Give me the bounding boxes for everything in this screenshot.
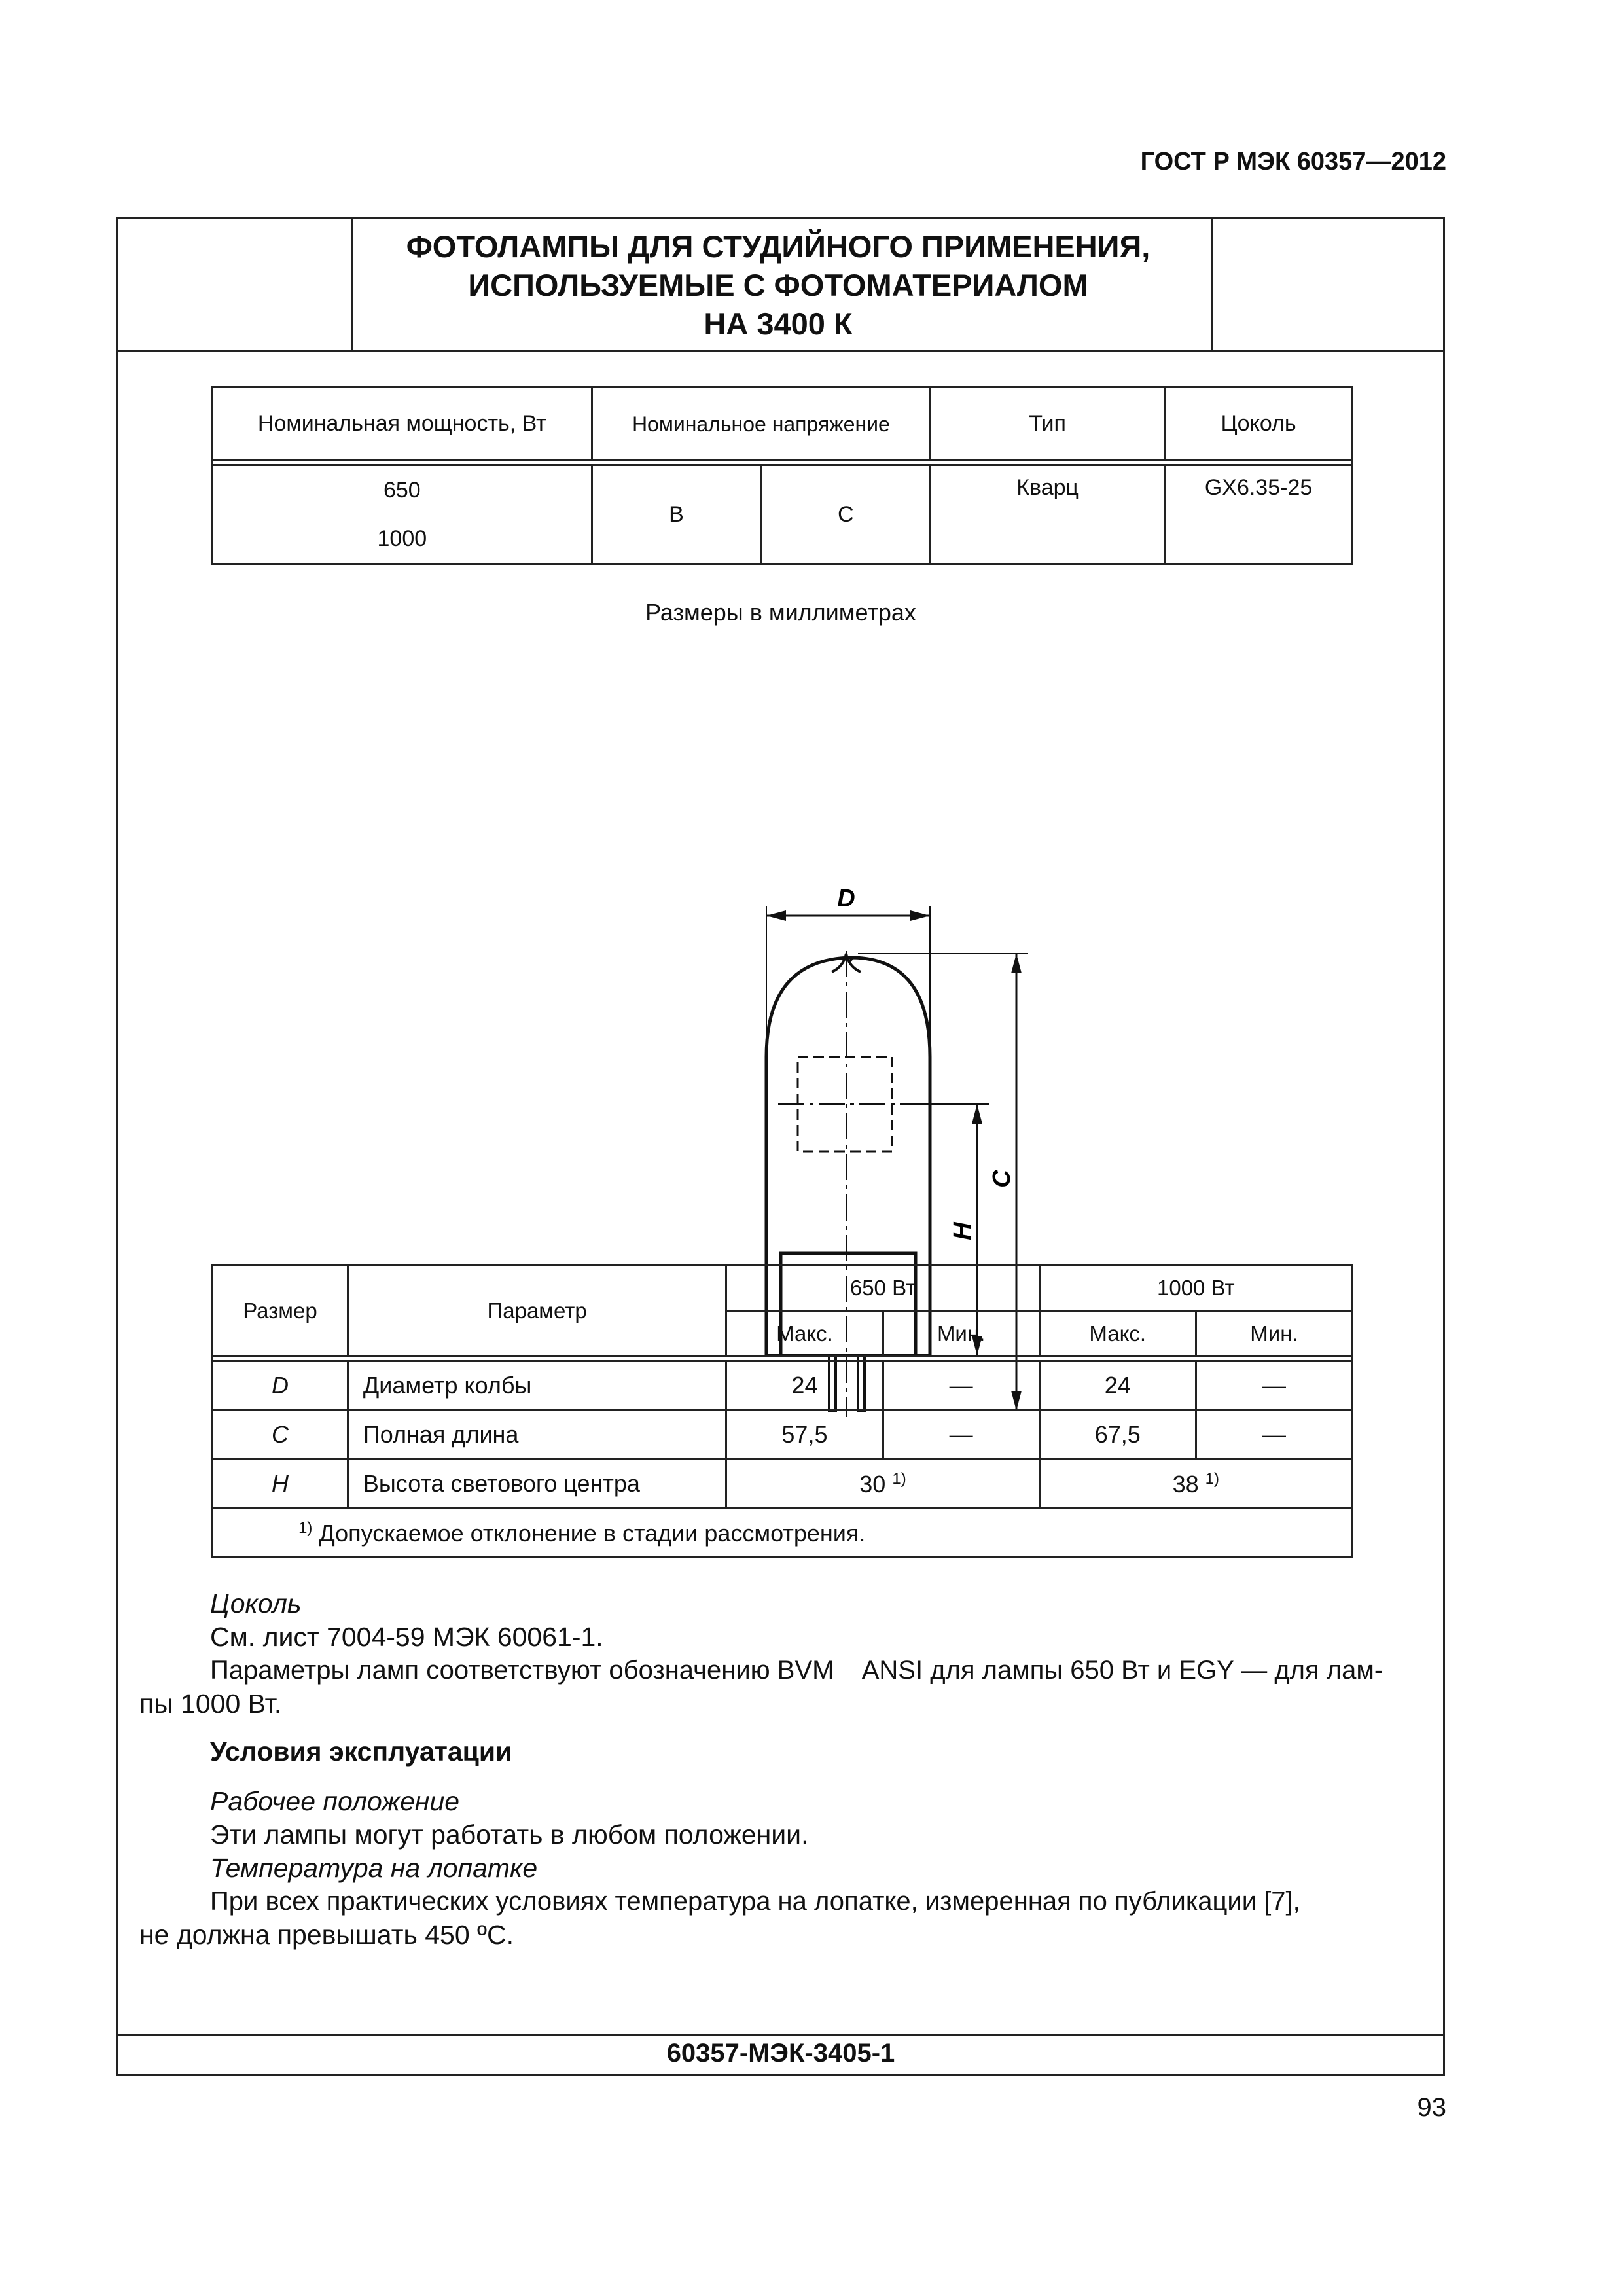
temp-line-2: не должна превышать 450 ºС. <box>139 1920 514 1950</box>
header-max-1000: Макс. <box>1039 1311 1196 1357</box>
header-size: Размер <box>213 1265 348 1357</box>
power-1000: 1000 <box>377 526 427 551</box>
table-row <box>213 1361 1353 1410</box>
title-bottom-rule <box>118 350 1443 352</box>
power-650: 650 <box>383 478 421 503</box>
body-text <box>210 1587 1408 1687</box>
header-power: Номинальная мощность, Вт <box>213 387 592 461</box>
footnote: $^{1)}$ Допускаемое отклонение в стадии рассмотрения. <box>213 1509 1353 1558</box>
cell-power <box>213 465 592 564</box>
row-d-min650: — <box>883 1361 1039 1410</box>
header-min-650: Мин. <box>883 1311 1039 1357</box>
label-c: C <box>988 1170 1016 1188</box>
row-h-size: H <box>213 1460 348 1509</box>
cell-cap: GX6.35-25 <box>1165 465 1353 564</box>
cap-heading: Цоколь <box>210 1588 302 1619</box>
header-voltage: Номинальное напряжение <box>592 387 930 461</box>
temp-line-1: При всех практических условиях температура на лопатке, измеренная по публикации [7], <box>210 1887 1300 1916</box>
title-line-3: НА 3400 К <box>704 306 853 341</box>
position-text: Эти лампы могут работать в любом положении. <box>210 1820 809 1850</box>
header-cap: Цоколь <box>1165 387 1353 461</box>
row-c-size: C <box>213 1410 348 1460</box>
dimension-table <box>211 1264 1353 1558</box>
header-type: Тип <box>931 387 1165 461</box>
label-d: D <box>837 885 855 912</box>
sheet-frame <box>116 217 1445 2076</box>
sheet-code: 60357-МЭК-3405-1 <box>666 2039 895 2068</box>
row-d-size: D <box>213 1361 348 1410</box>
standard-number: ГОСТ Р МЭК 60357—2012 <box>1140 148 1446 175</box>
header-1000w: 1000 Вт <box>1039 1265 1352 1311</box>
params-line-1: Параметры ламп соответствуют обозначению BVM ANSI для лампы 650 Вт и EGY — для лам- <box>210 1656 1383 1685</box>
cap-reference: См. лист 7004-59 МЭК 60061-1. <box>210 1622 603 1652</box>
header-max-650: Макс. <box>726 1311 883 1357</box>
row-h-650: 30 $^{1)}$ <box>726 1460 1039 1509</box>
cell-voltage-c: C <box>761 465 931 564</box>
cell-voltage-b: B <box>592 465 761 564</box>
params-line-2: пы 1000 Вт. <box>139 1689 282 1719</box>
row-h-1000: 38 $^{1)}$ <box>1039 1460 1352 1509</box>
title-line-2: ИСПОЛЬЗУЕМЫЕ С ФОТОМАТЕРИАЛОМ <box>468 268 1088 302</box>
header-parameter: Параметр <box>348 1265 726 1357</box>
row-c-min650: — <box>883 1410 1039 1460</box>
header-650w: 650 Вт <box>726 1265 1039 1311</box>
row-d-max1000: 24 <box>1039 1361 1196 1410</box>
title-line-1: ФОТОЛАМПЫ ДЛЯ СТУДИЙНОГО ПРИМЕНЕНИЯ, <box>406 229 1150 264</box>
row-c-max650: 57,5 <box>726 1410 883 1460</box>
label-h: H <box>949 1222 976 1240</box>
temp-heading: Температура на лопатке <box>210 1853 538 1883</box>
cell-type: Кварц <box>931 465 1165 564</box>
row-c-param: Полная длина <box>348 1410 726 1460</box>
table-row <box>213 1410 1353 1460</box>
position-heading: Рабочее положение <box>210 1786 460 1816</box>
row-d-param: Диаметр колбы <box>348 1361 726 1410</box>
row-h-param: Высота светового центра <box>348 1460 726 1509</box>
lamp-table <box>211 386 1353 565</box>
operation-heading: Условия эксплуатации <box>210 1736 512 1767</box>
dimensions-caption: Размеры в миллиметрах <box>645 599 916 626</box>
page-number: 93 <box>1417 2093 1446 2122</box>
footer-rule <box>118 2034 1443 2036</box>
table-row <box>213 1460 1353 1509</box>
row-c-min1000: — <box>1196 1410 1352 1460</box>
row-d-min1000: — <box>1196 1361 1352 1410</box>
title-divider-right <box>1211 219 1213 350</box>
row-d-max650: 24 <box>726 1361 883 1410</box>
operation-block <box>210 1785 1300 1918</box>
sheet-title <box>353 227 1204 343</box>
row-c-max1000: 67,5 <box>1039 1410 1196 1460</box>
header-min-1000: Мин. <box>1196 1311 1352 1357</box>
